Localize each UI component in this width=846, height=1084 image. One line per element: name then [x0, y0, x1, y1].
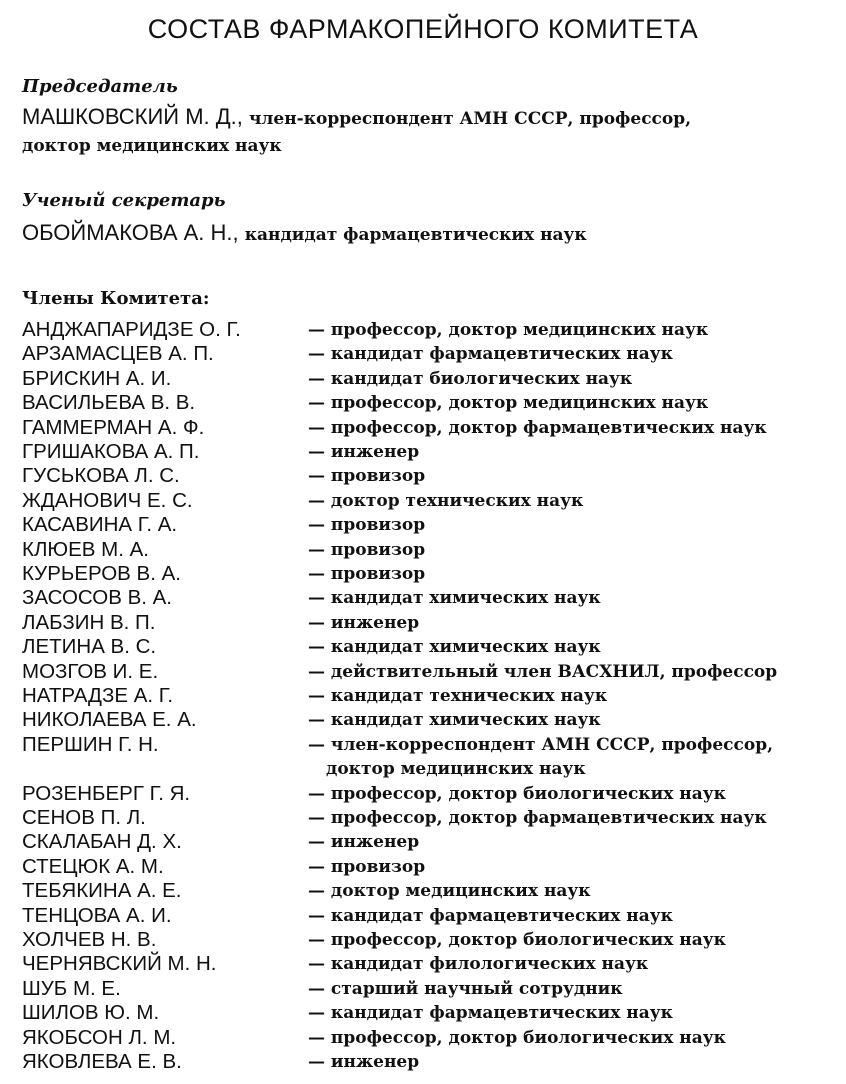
member-desc: — провизор — [308, 564, 426, 584]
members-heading: Члены Комитета: — [22, 288, 210, 309]
member-desc: — кандидат фармацевтических наук — [308, 905, 673, 926]
member-name: ЯКОВЛЕВА Е. В. — [22, 1050, 182, 1073]
page-title: СОСТАВ ФАРМАКОПЕЙНОГО КОМИТЕТА — [147, 14, 699, 44]
member-desc: — профессор, доктор медицинских наук — [308, 393, 709, 414]
member-desc: — действительный член ВАСХНИЛ, профессор — [308, 661, 778, 682]
secretary-name: ОБОЙМАКОВА А. Н., — [22, 220, 239, 245]
member-name: ПЕРШИН Г. Н. — [22, 732, 159, 756]
member-desc: — профессор, доктор биологических наук — [308, 1027, 726, 1048]
member-name: НАТРАДЗЕ А. Г. — [22, 684, 174, 707]
member-name: ЛАБЗИН В. П. — [22, 610, 156, 634]
member-desc: — кандидат фармацевтических наук — [308, 1003, 673, 1024]
member-desc: — профессор, доктор фармацевтических наук — [308, 417, 767, 438]
member-desc: — кандидат технических наук — [308, 686, 608, 706]
member-desc: — профессор, доктор медицинских наук — [308, 320, 709, 340]
member-name: АРЗАМАСЦЕВ А. П. — [22, 342, 214, 366]
member-desc: — инженер — [308, 832, 420, 853]
member-name: МОЗГОВ И. Е. — [22, 659, 159, 683]
chairman-role: Председатель — [22, 76, 178, 97]
member-desc: — кандидат биологических наук — [308, 368, 633, 389]
member-name: ХОЛЧЕВ Н. В. — [22, 928, 157, 951]
chairman-desc-cont: доктор медицинских наук — [22, 136, 282, 156]
member-name: ЛЕТИНА В. С. — [22, 635, 157, 659]
member-name: ТЕБЯКИНА А. Е. — [22, 879, 182, 903]
member-desc: — кандидат филологических наук — [308, 954, 649, 975]
member-desc: — член-корреспондент АМН СССР, профессор, — [308, 734, 774, 755]
member-desc: — кандидат фармацевтических наук — [308, 344, 673, 365]
member-name: ШУБ М. Е. — [22, 976, 121, 1000]
member-desc: — доктор технических наук — [308, 490, 584, 511]
member-name: СЕНОВ П. Л. — [22, 806, 146, 829]
member-name: КЛЮЕВ М. А. — [22, 537, 149, 561]
chairman-desc: член-корреспондент АМН СССР, профессор, — [248, 109, 692, 129]
member-name: ЗАСОСОВ В. А. — [22, 586, 173, 610]
member-name: РОЗЕНБЕРГ Г. Я. — [22, 781, 191, 805]
member-name: СТЕЦЮК А. М. — [22, 854, 164, 878]
secretary-role: Ученый секретарь — [22, 190, 226, 211]
member-name: ВАСИЛЬЕВА В. В. — [22, 391, 196, 415]
member-name: КУРЬЕРОВ В. А. — [22, 562, 181, 585]
member-name: СКАЛАБАН Д. Х. — [22, 830, 182, 854]
member-desc: — старший научный сотрудник — [308, 978, 623, 999]
member-desc: — инженер — [308, 612, 420, 633]
member-desc: — провизор — [308, 539, 426, 560]
member-name: НИКОЛАЕВА Е. А. — [22, 708, 197, 732]
member-name: КАСАВИНА Г. А. — [22, 513, 178, 537]
member-name: ЧЕРНЯВСКИЙ М. Н. — [22, 952, 217, 976]
member-name: ГРИШАКОВА А. П. — [22, 440, 200, 463]
member-desc: — профессор, доктор биологических наук — [308, 783, 726, 804]
member-desc-cont: доктор медицинских наук — [326, 759, 586, 780]
member-name: ШИЛОВ Ю. М. — [22, 1001, 160, 1025]
member-name: АНДЖАПАРИДЗЕ О. Г. — [22, 318, 241, 341]
secretary-desc: кандидат фармацевтических наук — [244, 225, 587, 245]
member-desc: — кандидат химических наук — [308, 637, 601, 658]
member-desc: — доктор медицинских наук — [308, 881, 591, 902]
member-name: ТЕНЦОВА А. И. — [22, 903, 172, 927]
member-desc: — инженер — [308, 1052, 420, 1072]
member-desc: — провизор — [308, 515, 426, 536]
member-desc: — профессор, доктор биологических наук — [308, 930, 726, 950]
member-name: ГУСЬКОВА Л. С. — [22, 464, 180, 488]
member-desc: — провизор — [308, 856, 426, 877]
member-name: ЖДАНОВИЧ Е. С. — [22, 488, 193, 512]
member-desc: — кандидат химических наук — [308, 710, 601, 731]
chairman-name: МАШКОВСКИЙ М. Д., — [22, 104, 243, 129]
member-desc: — кандидат химических наук — [308, 588, 601, 609]
member-name: ГАММЕРМАН А. Ф. — [22, 415, 205, 439]
member-name: ЯКОБСОН Л. М. — [22, 1025, 177, 1049]
member-desc: — профессор, доктор фармацевтических наук — [308, 808, 767, 828]
member-desc: — инженер — [308, 442, 420, 462]
member-desc: — провизор — [308, 466, 426, 487]
member-name: БРИСКИН А. И. — [22, 366, 172, 390]
